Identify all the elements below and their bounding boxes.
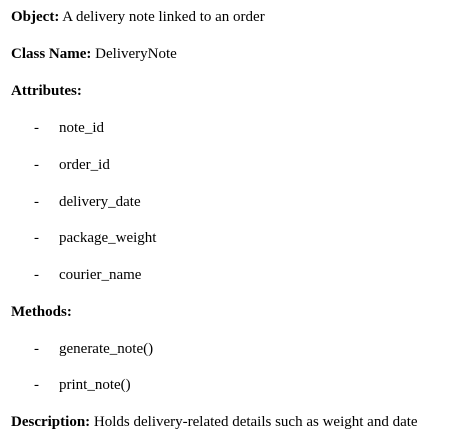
attribute-name: order_id [59,157,110,173]
attribute-name: delivery_date [59,194,141,210]
dash-bullet: - [34,194,39,210]
dash-bullet: - [34,267,39,283]
attribute-name: courier_name [59,267,142,283]
dash-bullet: - [34,157,39,173]
methods-heading [11,303,72,321]
attributes-heading [11,82,82,100]
object-line [11,8,265,26]
description-value: Holds delivery-related details such as weight and date [93,414,418,430]
attributes-label: Attributes: [11,83,82,99]
class-name-value: DeliveryNote [95,46,177,62]
method-name: generate_note() [59,341,154,357]
dash-bullet: - [34,377,39,393]
object-value: A delivery note linked to an order [62,9,265,25]
object-label: Object: [11,9,60,25]
method-name: print_note() [59,377,131,393]
attribute-name: note_id [59,120,104,136]
description-label: Description: [11,414,91,430]
dash-bullet: - [34,120,39,136]
description-line [11,413,418,431]
dash-bullet: - [34,230,39,246]
methods-label: Methods: [11,304,72,320]
class-name-label: Class Name: [11,46,92,62]
class-name-line [11,45,177,63]
dash-bullet: - [34,341,39,357]
attribute-name: package_weight [59,230,157,246]
